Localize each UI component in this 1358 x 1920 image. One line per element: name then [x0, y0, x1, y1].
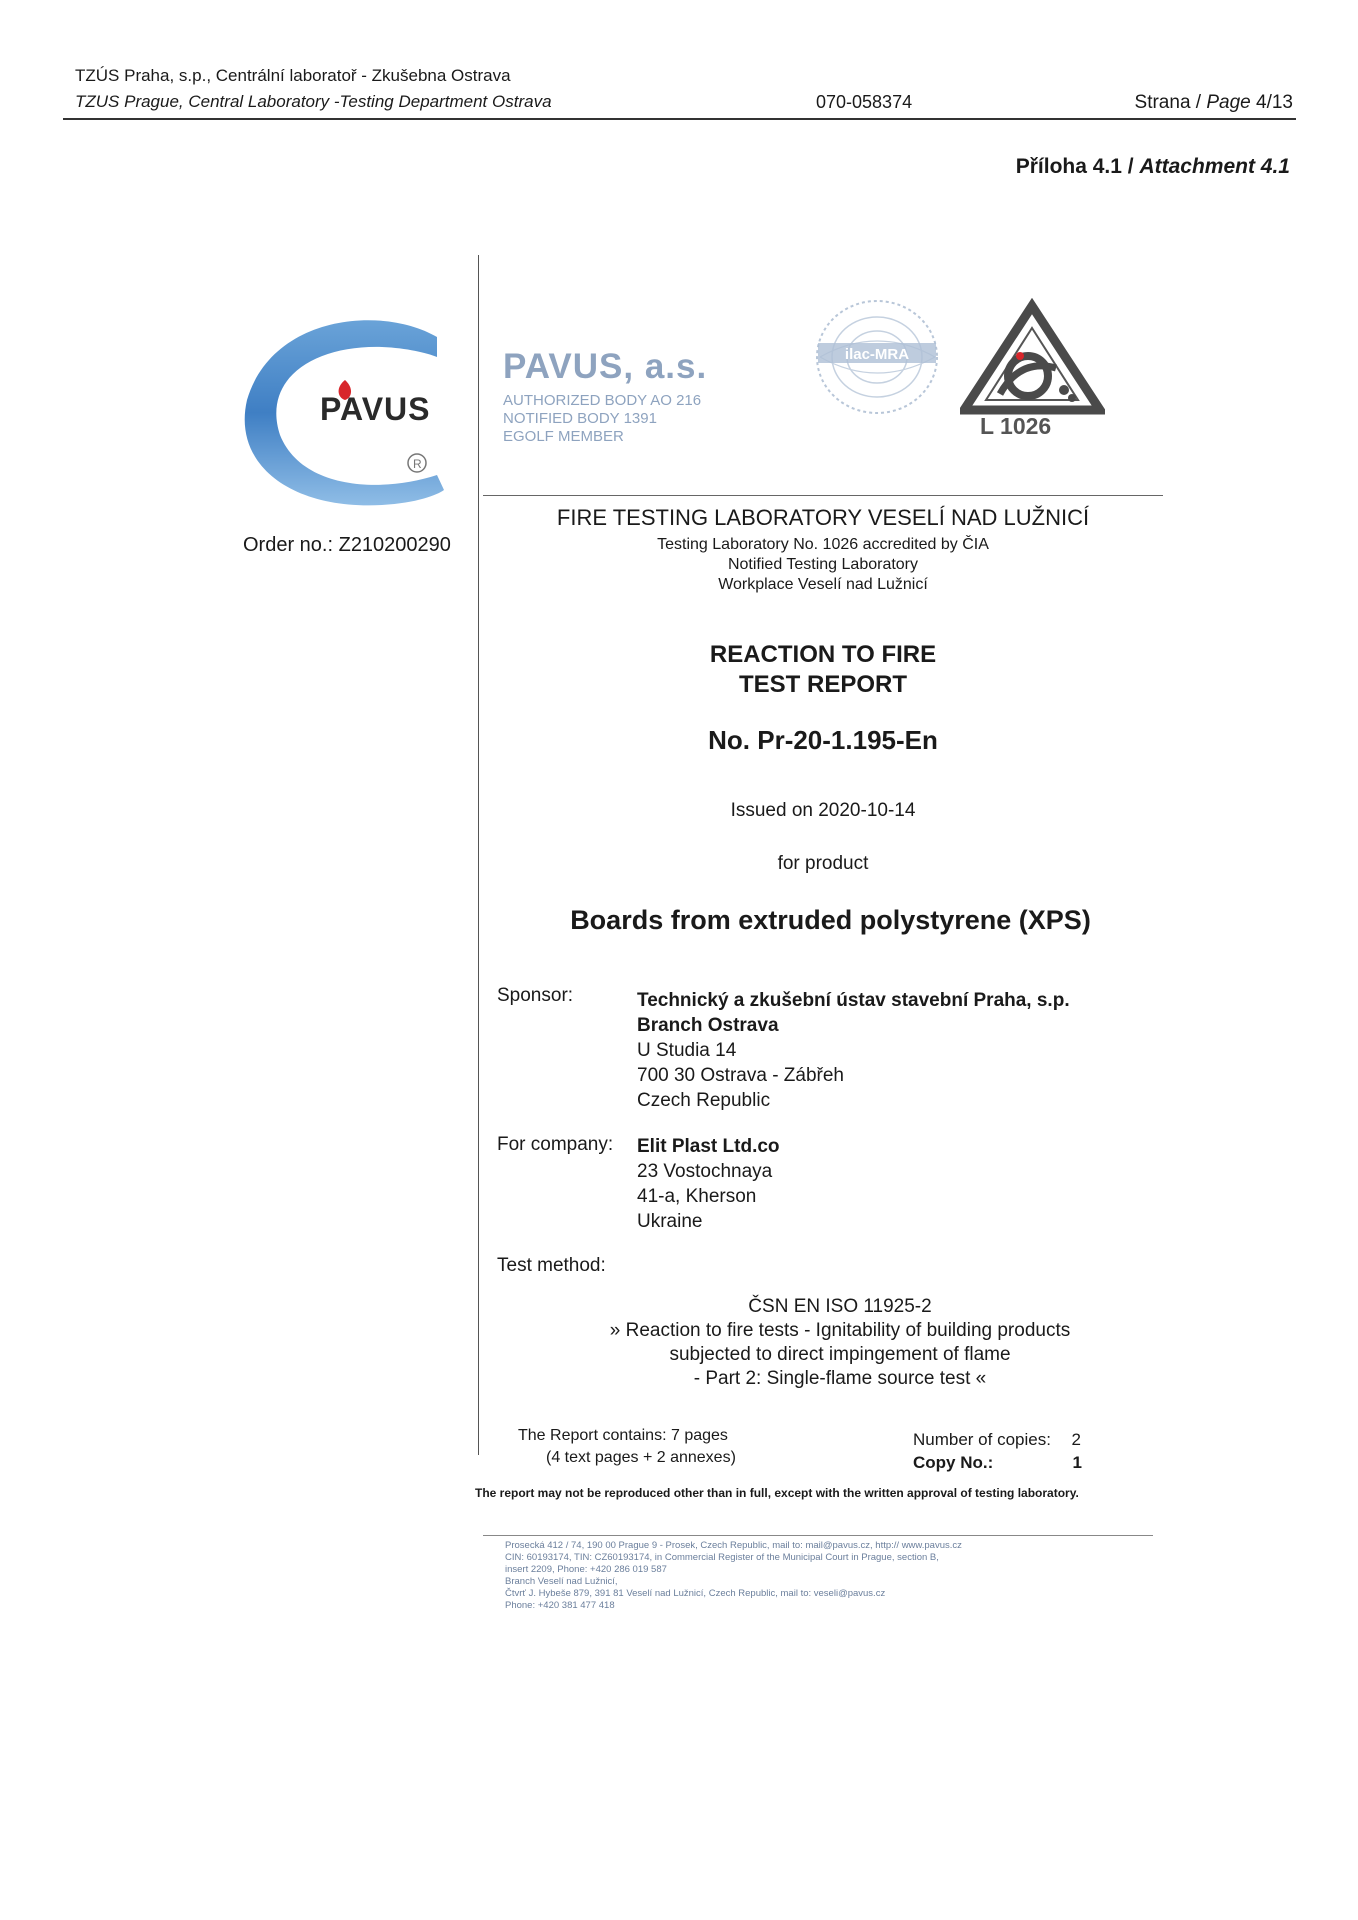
page-label-en: Page	[1206, 92, 1251, 113]
attachment-label	[1016, 155, 1290, 179]
lab-title: FIRE TESTING LABORATORY VESELÍ NAD LUŽNICÍ	[556, 505, 1090, 530]
footer-line6: Phone: +420 381 477 418	[505, 1600, 615, 1611]
sponsor-name: Technický a zkušební ústav stavební Praha, s.p.	[637, 990, 1070, 1011]
report-pages: The Report contains: 7 pages	[518, 1427, 728, 1444]
copy-no-value: 1	[1072, 1453, 1082, 1472]
vertical-divider	[478, 255, 479, 1455]
footer-line5: Čtvrť J. Hybeše 879, 391 81 Veselí nad Lužnicí, Czech Republic, mail to: veseli@pavus.cz	[505, 1588, 886, 1599]
footer-contact	[505, 1540, 1155, 1612]
header-line-en: TZUS Prague, Central Laboratory -Testing Department Ostrava	[75, 92, 552, 111]
reproduction-notice: The report may not be reproduced other than in full, except with the written approval of testing laboratory.	[475, 1486, 1079, 1500]
report-title-line1: REACTION TO FIRE	[709, 641, 937, 668]
lab-notified: Notified Testing Laboratory	[727, 556, 919, 573]
report-contents	[518, 1425, 736, 1469]
ilac-mra-seal	[810, 295, 945, 420]
page-label-cz: Strana /	[1134, 92, 1202, 113]
sponsor-branch: Branch Ostrava	[637, 1015, 779, 1036]
notified-body: NOTIFIED BODY 1391	[503, 410, 657, 427]
copies-value: 2	[1071, 1430, 1081, 1449]
logo-divider	[483, 495, 1163, 496]
method-standard: ČSN EN ISO 11925-2	[748, 1296, 932, 1317]
sponsor-label: Sponsor:	[497, 985, 574, 1006]
report-pages-detail: (4 text pages + 2 annexes)	[546, 1449, 736, 1466]
company-country: Ukraine	[637, 1211, 703, 1232]
footer-line1: Prosecká 412 / 74, 190 00 Prague 9 - Prosek, Czech Republic, mail to: mail@pavus.cz, http:// www.pavus.cz	[505, 1540, 962, 1551]
company-city: 41-a, Kherson	[637, 1186, 757, 1207]
method-description	[520, 1295, 1160, 1391]
report-title	[483, 640, 1163, 700]
lab-accreditation: Testing Laboratory No. 1026 accredited by ČIA	[657, 536, 989, 553]
report-number: No. Pr-20-1.195-En	[708, 725, 938, 755]
product-name: Boards from extruded polystyrene (XPS)	[570, 905, 1091, 935]
lab-code: L 1026	[980, 413, 1052, 439]
order-number: Order no.: Z210200290	[243, 534, 451, 556]
copies-label: Number of copies:	[913, 1430, 1051, 1449]
page-number: 4/13	[1256, 92, 1293, 113]
copies-info	[913, 1428, 1082, 1474]
copy-no-label: Copy No.:	[913, 1453, 994, 1472]
ilac-text: ilac-MRA	[844, 346, 910, 363]
pavus-logo	[232, 315, 462, 515]
for-product-label: for product	[777, 853, 869, 874]
sponsor-country: Czech Republic	[637, 1090, 771, 1111]
header-line-cz: TZÚS Praha, s.p., Centrální laboratoř - Zkušebna Ostrava	[75, 66, 511, 85]
sponsor-address	[637, 988, 1070, 1113]
logo-text: PAVUS	[320, 391, 431, 427]
sponsor-street: U Studia 14	[637, 1040, 737, 1061]
method-line3: - Part 2: Single-flame source test «	[693, 1368, 987, 1389]
issue-date: Issued on 2020-10-14	[730, 800, 916, 821]
pavus-name: PAVUS, a.s.	[503, 347, 708, 386]
attachment-cz: Příloha 4.1 /	[1015, 155, 1134, 178]
sponsor-city: 700 30 Ostrava - Zábřeh	[637, 1065, 844, 1086]
footer-divider	[483, 1535, 1153, 1536]
company-street: 23 Vostochnaya	[637, 1161, 773, 1182]
page-indicator	[1135, 92, 1293, 114]
header-divider	[63, 118, 1296, 120]
footer-line2: CIN: 60193174, TIN: CZ60193174, in Commercial Register of the Municipal Court in Prague, section B,	[505, 1552, 939, 1563]
svg-text:R: R	[413, 457, 422, 471]
company-label: For company:	[497, 1134, 614, 1155]
lab-workplace: Workplace Veselí nad Lužnicí	[718, 576, 928, 593]
egolf-member: EGOLF MEMBER	[503, 428, 624, 445]
method-line2: subjected to direct impingement of flame	[669, 1344, 1011, 1365]
method-line1: » Reaction to fire tests - Ignitability of building products	[609, 1320, 1071, 1341]
footer-line4: Branch Veselí nad Lužnicí,	[505, 1576, 618, 1587]
authorized-body: AUTHORIZED BODY AO 216	[503, 392, 702, 409]
attachment-en: Attachment 4.1	[1139, 155, 1290, 178]
company-name: Elit Plast Ltd.co	[637, 1136, 780, 1157]
report-title-line2: TEST REPORT	[738, 671, 907, 698]
method-label: Test method:	[497, 1255, 606, 1276]
document-number: 070-058374	[816, 92, 913, 112]
company-address	[637, 1134, 780, 1234]
footer-line3: insert 2209, Phone: +420 286 019 587	[505, 1564, 667, 1575]
